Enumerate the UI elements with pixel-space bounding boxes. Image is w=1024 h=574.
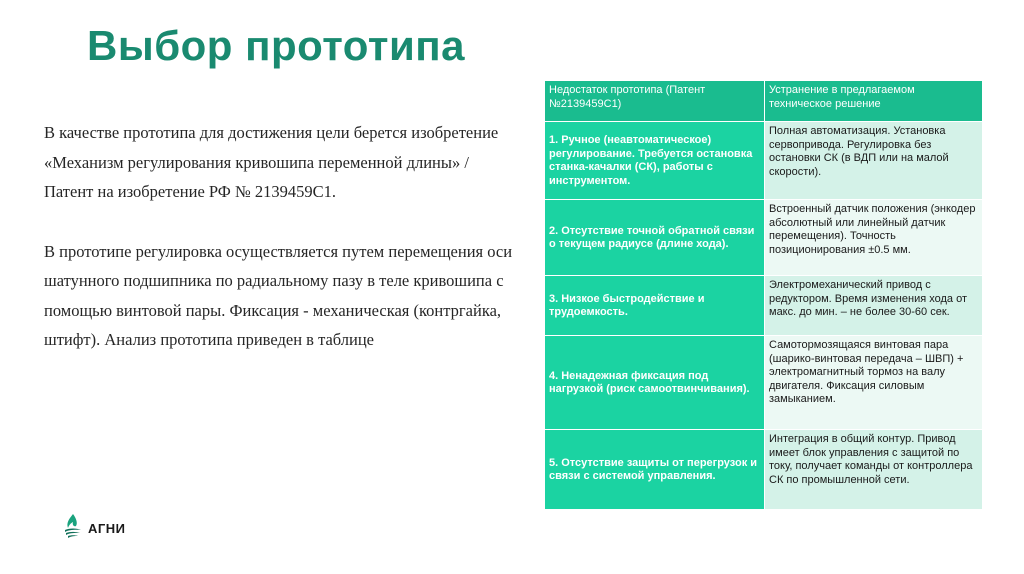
table-row xyxy=(545,276,983,336)
table-cell-solution: Самотормозящаяся винтовая пара (шарико-винтовая передача – ШВП) + электромагнитный тормоз на валу двигателя. Фиксация силовым замыканием. xyxy=(765,336,983,430)
header-solution: Устранение в предлагаемом техническое решение xyxy=(765,81,983,122)
prototype-analysis-table xyxy=(544,80,983,510)
agni-flame-icon xyxy=(62,513,84,544)
table-cell-drawback: 3. Низкое быстродействие и трудоемкость. xyxy=(545,276,765,336)
header-drawback: Недостаток прототипа (Патент №2139459С1) xyxy=(545,81,765,122)
table-row xyxy=(545,122,983,200)
table-cell-solution: Встроенный датчик положения (энкодер абсолютный или линейный датчик перемещения). Точность позиционирования ±0.5 мм. xyxy=(765,200,983,276)
table-cell-drawback: 2. Отсутствие точной обратной связи о текущем радиусе (длине хода). xyxy=(545,200,765,276)
table-cell-drawback: 4. Ненадежная фиксация под нагрузкой (риск самоотвинчивания). xyxy=(545,336,765,430)
paragraph-prototype-intro: В качестве прототипа для достижения цели берется изобретение «Механизм регулирования кривошипа переменной длины» / Патент на изобретение РФ № 2139459С1. xyxy=(44,123,499,201)
table-cell-solution: Интеграция в общий контур. Привод имеет блок управления с защитой по току, получает команды от контроллера СК по промышленной сети. xyxy=(765,430,983,510)
table-cell-solution: Полная автоматизация. Установка сервопривода. Регулировка без остановки СК (в ВДП или на малой скорости). xyxy=(765,122,983,200)
table-row xyxy=(545,336,983,430)
table-cell-drawback: 5. Отсутствие защиты от перегрузок и связи с системой управления. xyxy=(545,430,765,510)
table-cell-drawback: 1. Ручное (неавтоматическое) регулирование. Требуется остановка станка-качалки (СК), работы с инструментом. xyxy=(545,122,765,200)
agni-logo xyxy=(62,513,126,544)
page-title: Выбор прототипа xyxy=(87,22,465,69)
table-row xyxy=(545,430,983,510)
body-text xyxy=(44,118,514,385)
logo-text: АГНИ xyxy=(88,521,126,536)
table-row xyxy=(545,200,983,276)
paragraph-prototype-details: В прототипе регулировка осуществляется путем перемещения оси шатунного подшипника по радиальному пазу в теле кривошипа с помощью винтовой пары. Фиксация - механическая (контргайка, штифт). Анализ прототипа приведен в таблице xyxy=(44,241,513,349)
table-header-row xyxy=(545,81,983,122)
table-cell-solution: Электромеханический привод с редуктором. Время изменения хода от макс. до мин. – не более 30-60 сек. xyxy=(765,276,983,336)
